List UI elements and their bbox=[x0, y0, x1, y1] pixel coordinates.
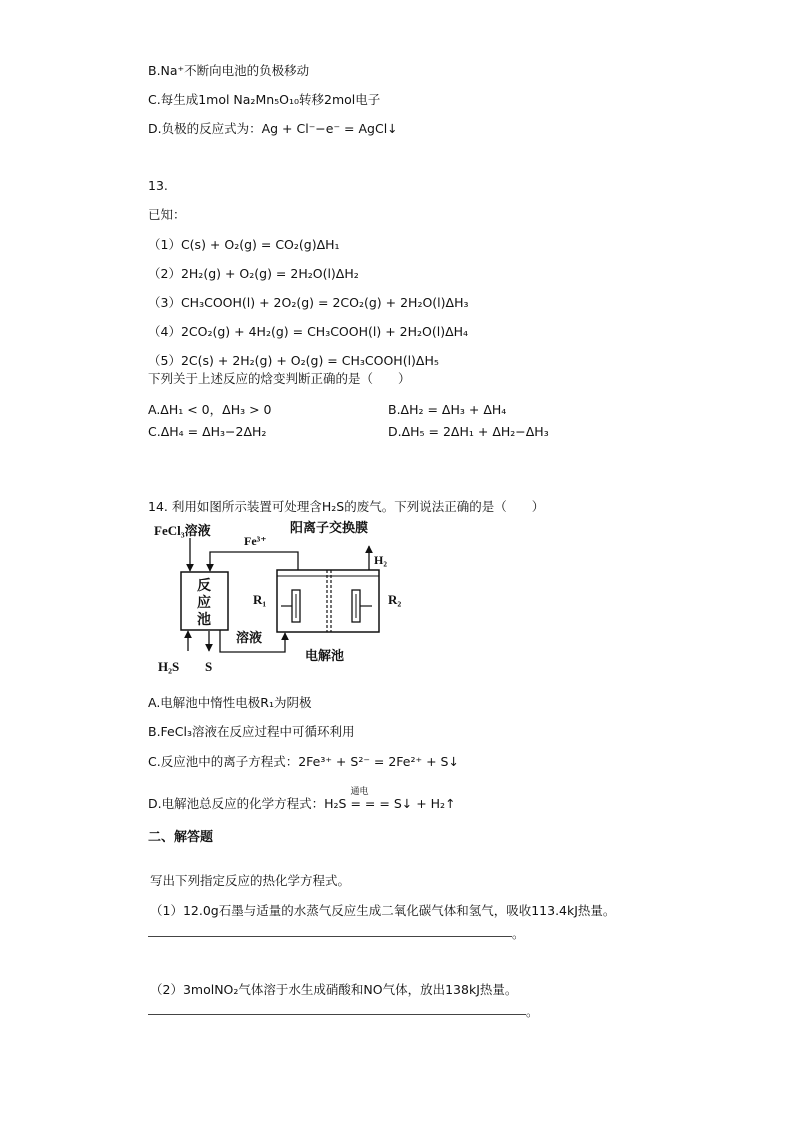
q14-option-c: C.反应池中的离子方程式：2Fe³⁺ + S²⁻ = 2Fe²⁺ + S↓ bbox=[148, 754, 459, 769]
membrane-label: 阳离子交换膜 bbox=[290, 520, 369, 535]
q13-eq-5: （5）2C(s) + 2H₂(g) + O₂(g) = CH₃COOH(l)ΔH₅ bbox=[148, 353, 439, 368]
q13-eq-2: （2）2H₂(g) + O₂(g) = 2H₂O(l)ΔH₂ bbox=[148, 266, 359, 281]
answer-q2-blank[interactable] bbox=[148, 1014, 526, 1015]
q14-option-b: B.FeCl₃溶液在反应过程中可循环利用 bbox=[148, 724, 355, 739]
condition-label: 通电 bbox=[350, 787, 369, 797]
section-heading: 二、解答题 bbox=[148, 830, 214, 845]
s-label: S bbox=[205, 659, 213, 674]
answer-q1-period: 。 bbox=[512, 926, 525, 941]
q13-option-d: D.ΔH₅ = 2ΔH₁ + ΔH₂−ΔH₃ bbox=[388, 424, 549, 439]
electrolytic-cell-label: 电解池 bbox=[305, 648, 345, 663]
answer-q1-blank[interactable] bbox=[148, 936, 512, 937]
q13-eq-3: （3）CH₃COOH(l) + 2O₂(g) = 2CO₂(g) + 2H₂O(l)ΔH₃ bbox=[148, 295, 469, 310]
reactor-char-3: 池 bbox=[197, 613, 211, 628]
q13-question: 下列关于上述反应的焓变判断正确的是（ ） bbox=[148, 371, 411, 386]
fecl3-label: FeCl₃溶液 bbox=[154, 523, 211, 538]
q12-option-b: B.Na⁺不断向电池的负极移动 bbox=[148, 63, 310, 78]
q13-eq-4: （4）2CO₂(g) + 4H₂(g) = CH₃COOH(l) + 2H₂O(l)ΔH₄ bbox=[148, 324, 469, 339]
q13-option-c: C.ΔH₄ = ΔH₃−2ΔH₂ bbox=[148, 424, 267, 439]
q14-option-d-products: S↓ + H₂↑ bbox=[393, 796, 456, 811]
r2-label: R₂ bbox=[388, 592, 402, 607]
q13-number: 13. bbox=[148, 178, 168, 193]
electrolysis-condition bbox=[350, 787, 390, 812]
q13-option-a: A.ΔH₁ < 0，ΔH₃ > 0 bbox=[148, 402, 272, 417]
solution-label: 溶液 bbox=[236, 630, 263, 645]
q12-option-c: C.每生成1mol Na₂Mn₅O₁₀转移2mol电子 bbox=[148, 92, 381, 107]
section-instruction: 写出下列指定反应的热化学方程式。 bbox=[150, 873, 351, 888]
q14-option-d-prefix: D.电解池总反应的化学方程式：H₂S bbox=[148, 796, 347, 811]
fe3-label: Fe³⁺ bbox=[244, 534, 267, 548]
reactor-char-2: 应 bbox=[197, 596, 211, 611]
answer-q2-prompt: （2）3molNO₂气体溶于水生成硝酸和NO气体，放出138kJ热量。 bbox=[150, 982, 518, 997]
q14-stem: 14. 利用如图所示装置可处理含H₂S的废气。下列说法正确的是（ ） bbox=[148, 499, 545, 514]
equals-signs: = = = bbox=[350, 796, 390, 811]
r1-label: R₁ bbox=[253, 592, 267, 607]
q12-option-d: D.负极的反应式为：Ag + Cl⁻−e⁻ = AgCl↓ bbox=[148, 121, 398, 136]
q13-intro: 已知： bbox=[148, 207, 186, 222]
q13-eq-1: （1）C(s) + O₂(g) = CO₂(g)ΔH₁ bbox=[148, 237, 340, 252]
q14-option-d bbox=[148, 787, 456, 812]
reactor-char-1: 反 bbox=[197, 579, 211, 594]
electrolysis-apparatus-diagram bbox=[150, 518, 410, 678]
h2-label: H₂ bbox=[374, 553, 387, 567]
h2s-label: H₂S bbox=[158, 659, 180, 674]
q13-option-b: B.ΔH₂ = ΔH₃ + ΔH₄ bbox=[388, 402, 507, 417]
answer-q2-period: 。 bbox=[526, 1004, 539, 1019]
answer-q1-prompt: （1）12.0g石墨与适量的水蒸气反应生成二氧化碳气体和氢气，吸收113.4kJ热量。 bbox=[150, 903, 616, 918]
q14-option-a: A.电解池中惰性电极R₁为阴极 bbox=[148, 695, 312, 710]
